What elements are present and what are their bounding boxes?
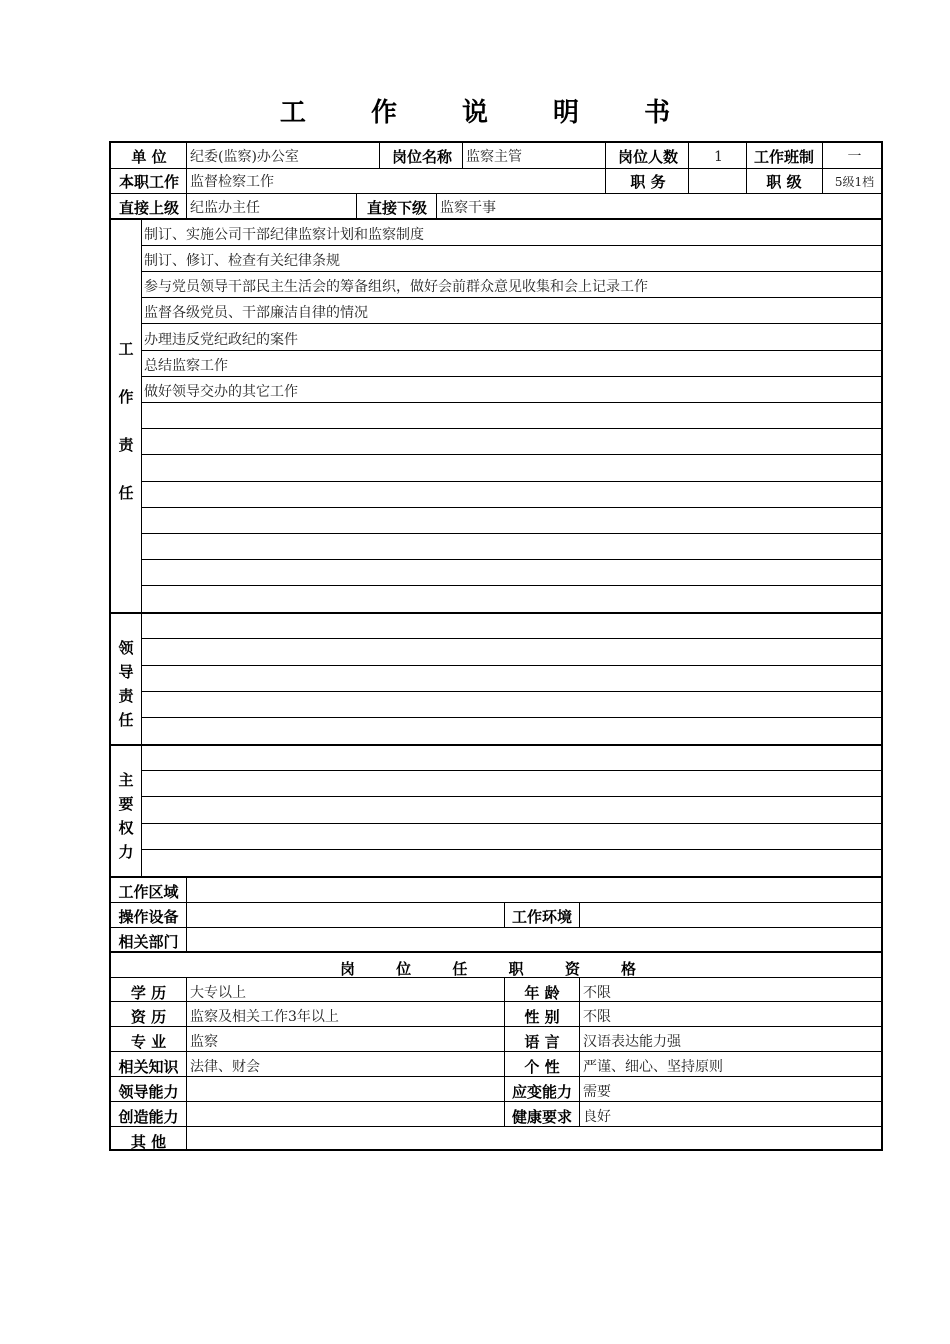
responsibility-item: 制订、实施公司干部纪律监察计划和监察制度 [144, 227, 424, 243]
job-label: 本职工作 [118, 173, 179, 191]
adaptability-label: 应变能力 [511, 1083, 572, 1101]
job-description-form [109, 141, 883, 1151]
personality-label: 个 性 [524, 1058, 560, 1076]
environment-label: 工作环境 [511, 908, 572, 926]
headcount-label: 岗位人数 [617, 148, 678, 166]
subordinate-value: 监察干事 [440, 200, 496, 216]
health-label: 健康要求 [511, 1108, 572, 1126]
responsibility-item: 制订、修订、检查有关纪律条规 [144, 253, 340, 269]
language-label: 语 言 [524, 1033, 560, 1051]
responsibility-item: 监督各级党员、干部廉洁自律的情况 [144, 305, 368, 321]
environment-value [580, 905, 880, 929]
health-value: 良好 [583, 1109, 611, 1125]
auth-char: 主 [118, 771, 134, 789]
age-value: 不限 [583, 985, 611, 1001]
work-area-label: 工作区域 [118, 883, 179, 901]
auth-char: 要 [118, 795, 134, 813]
position-value: 监察主管 [466, 149, 522, 165]
major-label: 专 业 [130, 1033, 167, 1051]
subordinate-label: 直接下级 [366, 199, 427, 217]
gender-value: 不限 [583, 1009, 611, 1025]
shift-label: 工作班制 [753, 148, 814, 166]
position-label: 岗位名称 [391, 148, 452, 166]
grade-label: 职 级 [766, 173, 802, 191]
headcount-value: 1 [714, 149, 723, 165]
resp-char: 任 [118, 484, 134, 502]
language-value: 汉语表达能力强 [583, 1034, 681, 1050]
superior-label: 直接上级 [118, 199, 179, 217]
other-value [187, 1130, 877, 1150]
job-value: 监督检察工作 [190, 174, 274, 190]
equipment-label: 操作设备 [118, 908, 179, 926]
shift-value: 一 [847, 149, 862, 165]
resp-char: 工 [118, 340, 134, 358]
lead-char: 责 [118, 687, 134, 705]
duty-value [689, 170, 745, 194]
auth-char: 权 [118, 819, 134, 837]
education-label: 学 历 [130, 984, 167, 1002]
lead-char: 领 [118, 639, 134, 657]
experience-label: 资 历 [130, 1008, 167, 1026]
age-label: 年 龄 [524, 984, 560, 1002]
other-label: 其 他 [130, 1133, 167, 1151]
knowledge-value: 法律、财会 [190, 1059, 260, 1075]
superior-value: 纪监办主任 [190, 200, 260, 216]
duty-label: 职 务 [630, 173, 666, 191]
qualifications-header: 岗 位 任 职 资 格 [339, 960, 655, 978]
creativity-label: 创造能力 [118, 1108, 179, 1126]
grade-value: 5级1档 [834, 175, 875, 189]
work-area-value [187, 880, 877, 904]
leadership-ability-label: 领导能力 [118, 1083, 179, 1101]
gender-label: 性 别 [524, 1008, 560, 1026]
dept-label: 相关部门 [118, 933, 179, 951]
education-value: 大专以上 [190, 985, 246, 1001]
equipment-value [187, 905, 503, 929]
responsibility-item: 参与党员领导干部民主生活会的筹备组织，做好会前群众意见收集和会上记录工作 [144, 279, 648, 295]
unit-label: 单 位 [131, 148, 167, 166]
personality-value: 严谨、细心、坚持原则 [583, 1059, 723, 1075]
resp-char: 作 [118, 388, 134, 406]
adaptability-value: 需要 [583, 1084, 611, 1100]
responsibility-item: 做好领导交办的其它工作 [144, 384, 298, 400]
resp-char: 责 [118, 436, 134, 454]
major-value: 监察 [190, 1034, 218, 1050]
responsibility-item: 办理违反党纪政纪的案件 [144, 332, 298, 348]
unit-value: 纪委(监察)办公室 [190, 149, 299, 165]
page-title: 工 作 说 明 书 [279, 98, 699, 128]
auth-char: 力 [118, 843, 134, 861]
responsibility-item: 总结监察工作 [144, 358, 228, 374]
knowledge-label: 相关知识 [118, 1058, 179, 1076]
experience-value: 监察及相关工作3年以上 [190, 1009, 339, 1025]
lead-char: 任 [118, 711, 134, 729]
lead-char: 导 [118, 663, 134, 681]
